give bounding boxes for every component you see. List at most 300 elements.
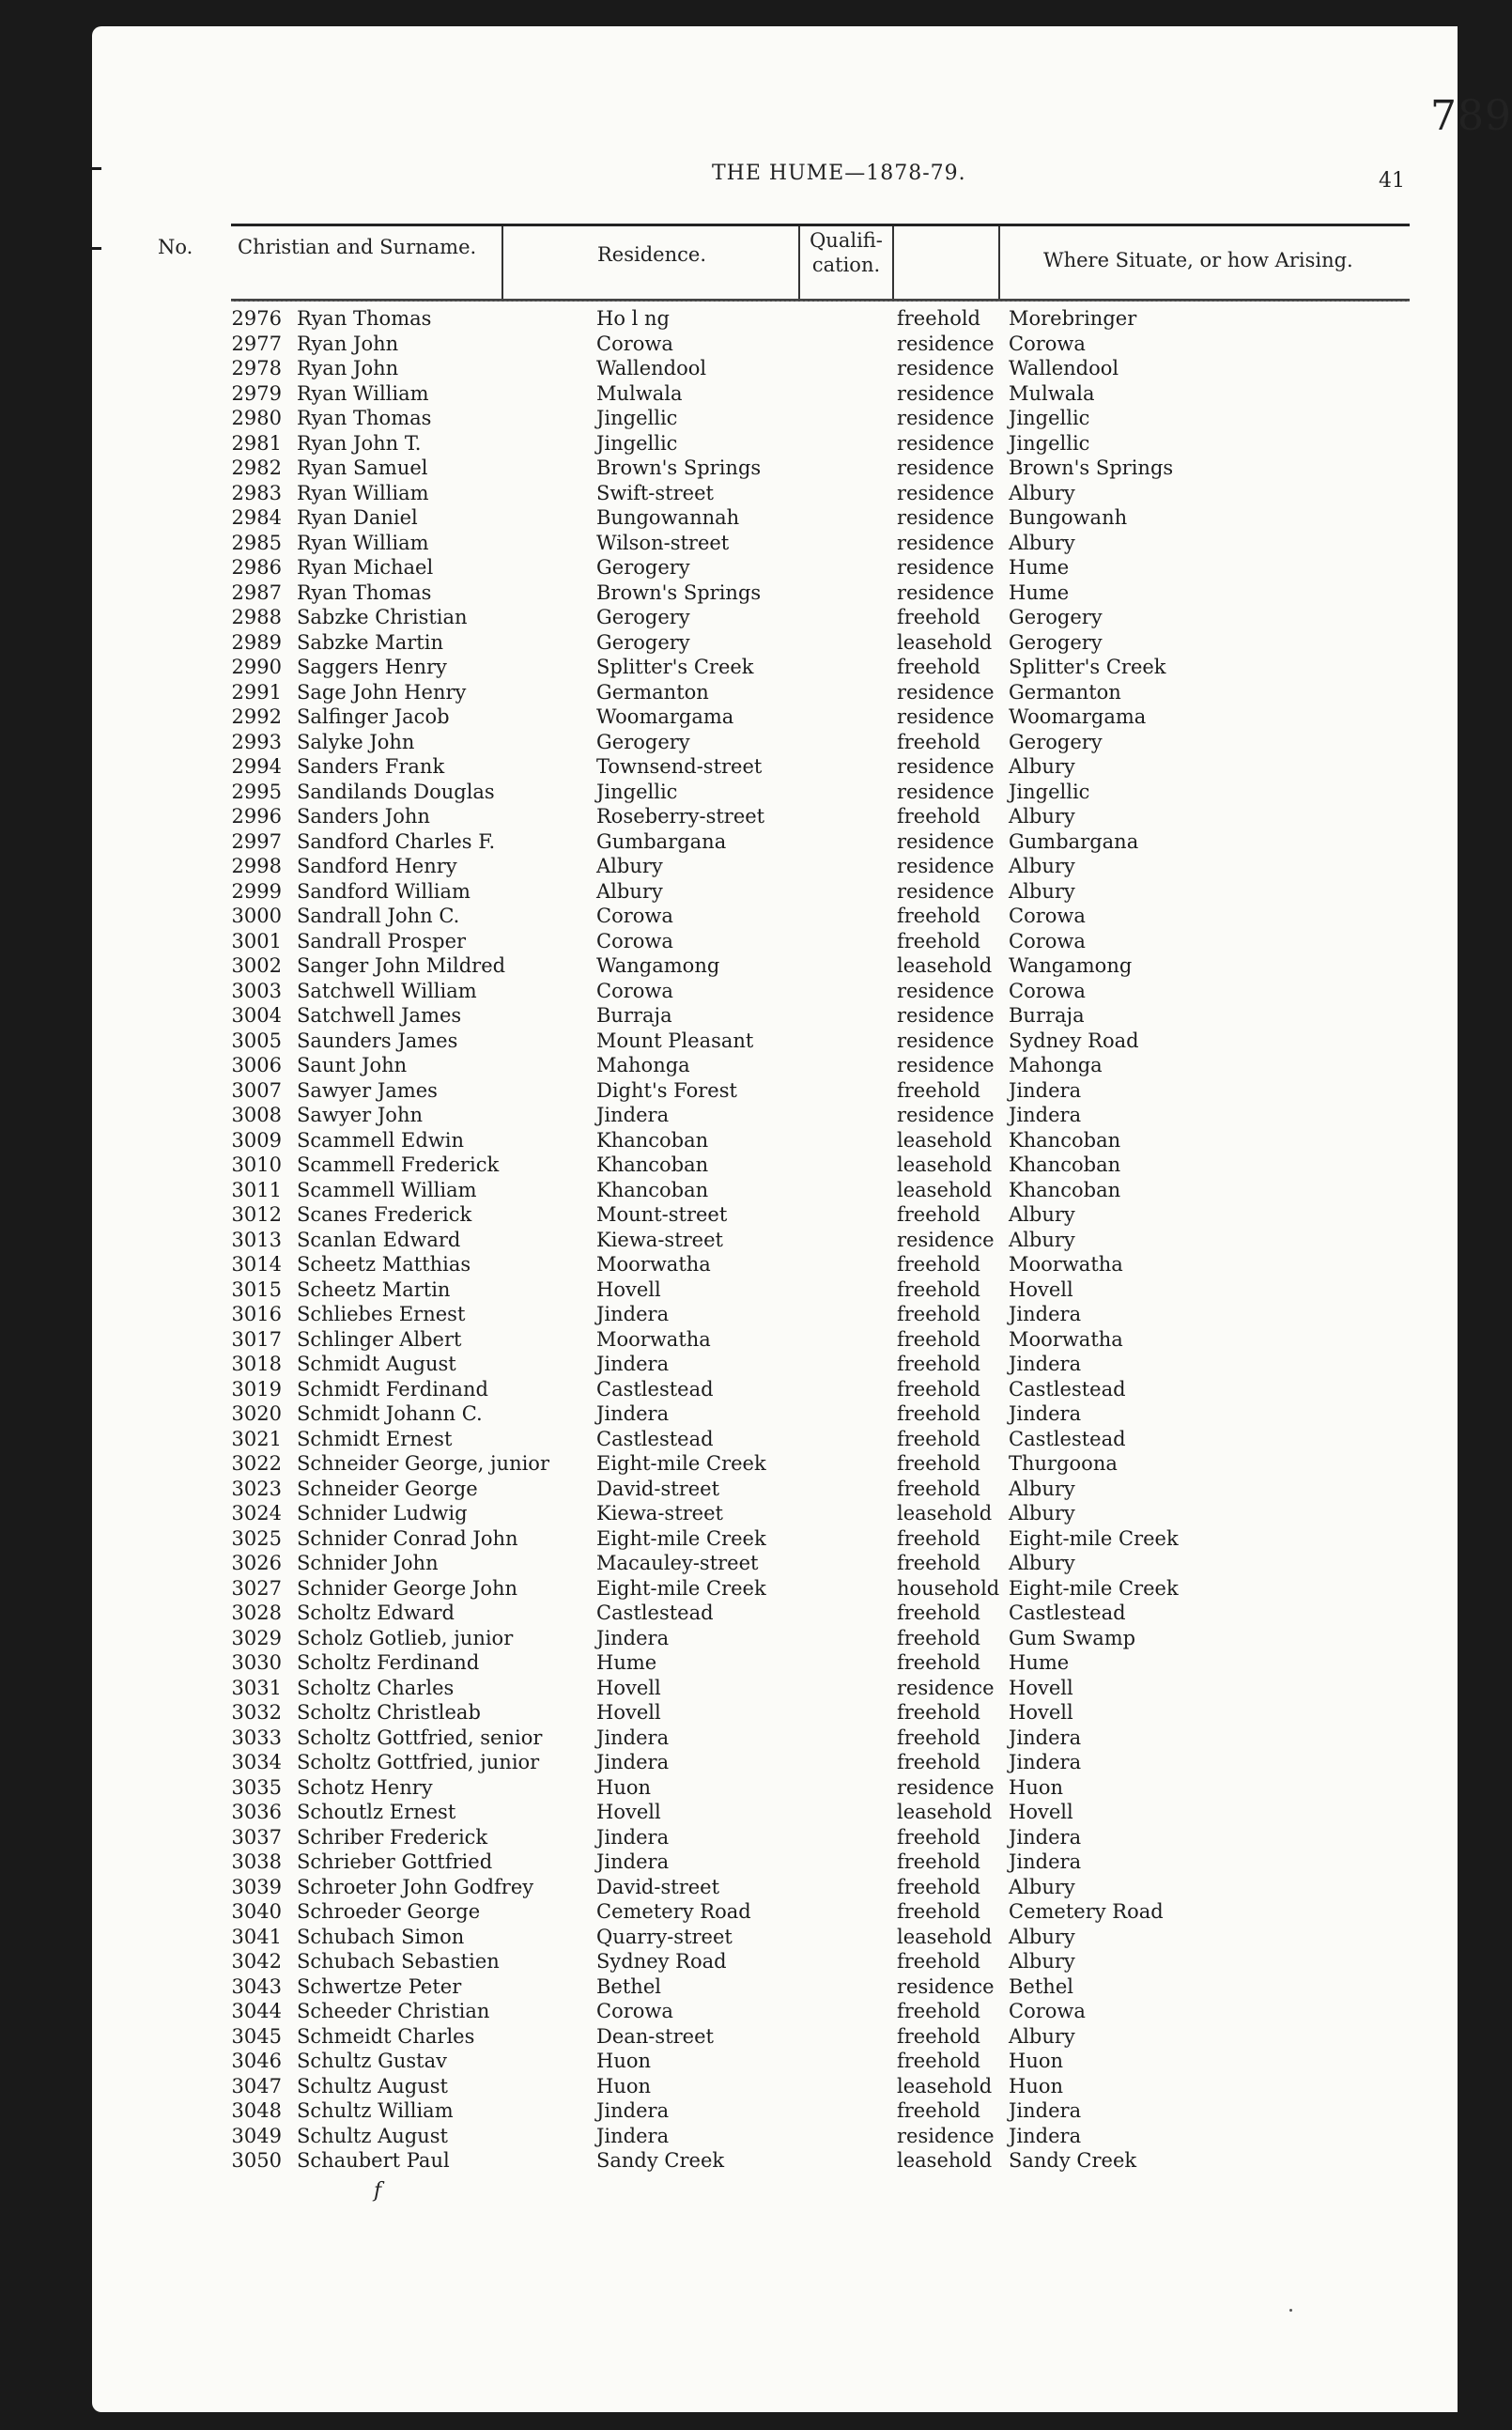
- register-rows: [92, 306, 1458, 2174]
- entry-residence: Germanton: [596, 680, 709, 704]
- entry-qualification: leasehold: [897, 2074, 993, 2097]
- entry-where-situate: Eight-mile Creek: [1009, 1526, 1179, 1550]
- entry-where-situate: Brown's Springs: [1009, 457, 1174, 479]
- entry-name: Schultz August: [297, 2124, 448, 2147]
- entry-number: 3003: [231, 979, 282, 1002]
- entry-name: Schultz William: [297, 2099, 454, 2122]
- entry-qualification: leasehold: [897, 1128, 993, 1152]
- entry-number: 2983: [231, 481, 282, 504]
- register-row: [92, 431, 1458, 457]
- entry-where-situate: Albury: [1009, 805, 1075, 828]
- entry-where-situate: Sandy Creek: [1009, 2149, 1137, 2172]
- entry-qualification: freehold: [897, 1477, 980, 1500]
- register-row: [92, 1999, 1458, 2024]
- entry-name: Ryan John: [297, 332, 399, 355]
- entry-name: Schroeter John Godfrey: [297, 1875, 534, 1898]
- register-row: [92, 655, 1458, 680]
- entry-qualification: residence: [897, 407, 995, 429]
- entry-residence: Burraja: [596, 1004, 672, 1027]
- register-row: [92, 1003, 1458, 1029]
- entry-where-situate: Corowa: [1009, 979, 1086, 1002]
- entry-number: 3004: [231, 1004, 282, 1027]
- entry-residence: David-street: [596, 1875, 720, 1898]
- entry-number: 2977: [231, 332, 282, 355]
- paper-speck: [1289, 2309, 1292, 2312]
- register-page: [92, 26, 1512, 2412]
- entry-name: Sabzke Christian: [297, 606, 468, 628]
- entry-number: 2993: [231, 730, 282, 753]
- entry-qualification: freehold: [897, 1602, 980, 1624]
- register-row: [92, 1228, 1458, 1253]
- entry-name: Schnider Conrad John: [297, 1526, 518, 1550]
- entry-name: Sandrall John C.: [297, 905, 460, 927]
- register-row: [92, 505, 1458, 531]
- entry-where-situate: Jindera: [1009, 1850, 1082, 1873]
- entry-qualification: freehold: [897, 1078, 980, 1102]
- entry-name: Scheeder Christian: [297, 2000, 490, 2022]
- entry-residence: Bungowannah: [596, 506, 740, 529]
- entry-qualification: freehold: [897, 805, 980, 828]
- entry-qualification: residence: [897, 829, 995, 853]
- register-row: [92, 1700, 1458, 1726]
- entry-qualification: residence: [897, 457, 995, 479]
- entry-qualification: residence: [897, 879, 995, 903]
- entry-residence: Khancoban: [596, 1178, 709, 1201]
- entry-qualification: freehold: [897, 1900, 980, 1923]
- entry-name: Satchwell William: [297, 979, 477, 1002]
- register-row: [92, 1626, 1458, 1651]
- register-row: [92, 1327, 1458, 1353]
- entry-name: Saunt John: [297, 1054, 408, 1076]
- register-row: [92, 605, 1458, 630]
- entry-residence: Mount Pleasant: [596, 1029, 754, 1052]
- entry-residence: Eight-mile Creek: [596, 1576, 766, 1600]
- entry-qualification: freehold: [897, 2024, 980, 2048]
- entry-where-situate: Corowa: [1009, 332, 1086, 355]
- register-row: [92, 1302, 1458, 1327]
- entry-where-situate: Albury: [1009, 1477, 1075, 1500]
- entry-qualification: residence: [897, 680, 995, 704]
- register-row: [92, 2024, 1458, 2050]
- entry-residence: Hovell: [596, 1676, 661, 1699]
- register-row: [92, 406, 1458, 431]
- header-bottom-rule: [231, 299, 1410, 302]
- entry-name: Scheetz Matthias: [297, 1253, 471, 1276]
- entry-where-situate: Corowa: [1009, 2000, 1086, 2022]
- entry-name: Scheetz Martin: [297, 1277, 451, 1301]
- register-row: [92, 1601, 1458, 1626]
- entry-qualification: residence: [897, 979, 995, 1002]
- entry-number: 2998: [231, 855, 282, 877]
- register-row: [92, 306, 1458, 332]
- entry-name: Sanders John: [297, 805, 430, 828]
- entry-where-situate: Burraja: [1009, 1004, 1085, 1027]
- entry-where-situate: Corowa: [1009, 929, 1086, 952]
- entry-number: 3021: [231, 1427, 282, 1450]
- entry-residence: Albury: [596, 855, 663, 877]
- entry-residence: Jindera: [596, 1850, 670, 1873]
- entry-number: 3043: [231, 1974, 282, 1998]
- entry-qualification: residence: [897, 780, 995, 803]
- entry-qualification: household: [897, 1576, 1000, 1600]
- register-row: [92, 1775, 1458, 1801]
- entry-where-situate: Moorwatha: [1009, 1253, 1123, 1276]
- entry-number: 3031: [231, 1676, 282, 1699]
- entry-qualification: residence: [897, 556, 995, 579]
- entry-where-situate: Cemetery Road: [1009, 1900, 1164, 1923]
- register-row: [92, 1676, 1458, 1701]
- entry-name: Ryan Thomas: [297, 307, 432, 330]
- register-row: [92, 456, 1458, 481]
- entry-name: Scammell William: [297, 1178, 477, 1201]
- entry-name: Schnider George John: [297, 1576, 518, 1600]
- footer-mark: f: [374, 2179, 382, 2203]
- entry-number: 3046: [231, 2050, 282, 2072]
- register-row: [92, 555, 1458, 580]
- entry-residence: Wilson-street: [596, 531, 730, 554]
- column-divider: [892, 226, 894, 300]
- entry-number: 3042: [231, 1950, 282, 1973]
- entry-where-situate: Albury: [1009, 855, 1075, 877]
- entry-qualification: freehold: [897, 1626, 980, 1649]
- entry-name: Sandilands Douglas: [297, 780, 495, 803]
- register-row: [92, 356, 1458, 381]
- register-row: [92, 929, 1458, 954]
- entry-qualification: freehold: [897, 1875, 980, 1898]
- register-row: [92, 754, 1458, 780]
- entry-number: 2990: [231, 656, 282, 678]
- entry-name: Schotz Henry: [297, 1775, 433, 1799]
- register-row: [92, 953, 1458, 979]
- entry-number: 3009: [231, 1128, 282, 1152]
- entry-name: Schroeder George: [297, 1900, 481, 1923]
- register-row: [92, 829, 1458, 855]
- entry-name: Schubach Sebastien: [297, 1950, 500, 1973]
- entry-where-situate: Corowa: [1009, 905, 1086, 927]
- entry-number: 3025: [231, 1526, 282, 1550]
- register-row: [92, 1850, 1458, 1875]
- entry-residence: Hovell: [596, 1701, 661, 1724]
- header-top-rule: [231, 224, 1410, 226]
- entry-residence: Gerogery: [596, 556, 690, 579]
- entry-where-situate: Gerogery: [1009, 630, 1103, 654]
- entry-residence: Gerogery: [596, 630, 690, 654]
- entry-qualification: leasehold: [897, 1925, 993, 1948]
- entry-number: 3026: [231, 1552, 282, 1574]
- register-row: [92, 1501, 1458, 1526]
- header-where: Where Situate, or how Arising.: [1043, 249, 1353, 271]
- entry-number: 2979: [231, 381, 282, 405]
- entry-residence: Moorwatha: [596, 1253, 711, 1276]
- entry-name: Scholtz Gottfried, senior: [297, 1726, 543, 1749]
- entry-where-situate: Jindera: [1009, 2124, 1082, 2147]
- entry-name: Ryan Thomas: [297, 580, 432, 604]
- entry-residence: Huon: [596, 2050, 652, 2072]
- header-qualification-line1: Qualifi-: [810, 229, 883, 252]
- entry-number: 3001: [231, 929, 282, 952]
- entry-number: 2987: [231, 580, 282, 604]
- entry-qualification: freehold: [897, 1402, 980, 1425]
- entry-where-situate: Jingellic: [1009, 431, 1090, 455]
- register-row: [92, 1352, 1458, 1377]
- register-row: [92, 580, 1458, 606]
- entry-residence: Jindera: [596, 1726, 670, 1749]
- entry-where-situate: Wangamong: [1009, 954, 1133, 977]
- register-row: [92, 1252, 1458, 1277]
- entry-residence: Townsend-street: [596, 755, 763, 778]
- entry-where-situate: Jindera: [1009, 1751, 1082, 1773]
- register-row: [92, 1078, 1458, 1104]
- entry-qualification: freehold: [897, 905, 980, 927]
- entry-name: Ryan Daniel: [297, 506, 418, 529]
- column-divider: [798, 226, 800, 300]
- entry-qualification: residence: [897, 531, 995, 554]
- register-row: [92, 1750, 1458, 1775]
- entry-number: 3015: [231, 1277, 282, 1301]
- entry-number: 2986: [231, 556, 282, 579]
- entry-qualification: freehold: [897, 1303, 980, 1325]
- register-row: [92, 730, 1458, 755]
- entry-residence: Ho l ng: [596, 307, 670, 330]
- entry-where-situate: Gum Swamp: [1009, 1626, 1136, 1649]
- entry-where-situate: Gerogery: [1009, 606, 1103, 628]
- entry-residence: Hovell: [596, 1801, 661, 1823]
- header-no: No.: [158, 236, 193, 258]
- entry-residence: Castlestead: [596, 1377, 714, 1401]
- entry-qualification: freehold: [897, 2000, 980, 2022]
- entry-residence: Quarry-street: [596, 1925, 733, 1948]
- entry-qualification: residence: [897, 357, 995, 379]
- entry-name: Schultz August: [297, 2074, 448, 2097]
- entry-where-situate: Castlestead: [1009, 1427, 1126, 1450]
- entry-qualification: freehold: [897, 1726, 980, 1749]
- entry-qualification: freehold: [897, 1353, 980, 1375]
- entry-number: 3028: [231, 1602, 282, 1624]
- entry-name: Scholtz Christleab: [297, 1701, 481, 1724]
- register-row: [92, 2148, 1458, 2174]
- register-row: [92, 780, 1458, 805]
- entry-name: Ryan Michael: [297, 556, 434, 579]
- entry-name: Ryan Thomas: [297, 407, 432, 429]
- register-row: [92, 1451, 1458, 1477]
- entry-number: 2989: [231, 630, 282, 654]
- register-row: [92, 854, 1458, 879]
- entry-name: Saunders James: [297, 1029, 458, 1052]
- running-title: THE HUME—1878-79.: [712, 162, 966, 185]
- entry-name: Schoutlz Ernest: [297, 1801, 456, 1823]
- entry-number: 3038: [231, 1850, 282, 1873]
- entry-residence: Jindera: [596, 1303, 670, 1325]
- entry-name: Schnider John: [297, 1552, 439, 1574]
- entry-qualification: freehold: [897, 1253, 980, 1276]
- entry-number: 3013: [231, 1228, 282, 1251]
- entry-where-situate: Germanton: [1009, 680, 1121, 704]
- entry-number: 3035: [231, 1775, 282, 1799]
- entry-residence: Jingellic: [596, 431, 678, 455]
- entry-number: 3041: [231, 1925, 282, 1948]
- entry-number: 2995: [231, 780, 282, 803]
- entry-residence: Brown's Springs: [596, 457, 762, 479]
- entry-number: 3045: [231, 2024, 282, 2048]
- entry-where-situate: Albury: [1009, 1203, 1075, 1226]
- register-row: [92, 979, 1458, 1004]
- entry-where-situate: Hume: [1009, 556, 1070, 579]
- entry-qualification: freehold: [897, 1751, 980, 1773]
- register-row: [92, 1178, 1458, 1203]
- entry-number: 2976: [231, 307, 282, 330]
- entry-name: Schmidt August: [297, 1353, 456, 1375]
- entry-residence: Khancoban: [596, 1153, 709, 1176]
- entry-where-situate: Jindera: [1009, 1726, 1082, 1749]
- entry-qualification: freehold: [897, 1850, 980, 1873]
- entry-where-situate: Eight-mile Creek: [1009, 1576, 1179, 1600]
- header-qualification: [808, 228, 885, 277]
- entry-residence: Corowa: [596, 332, 673, 355]
- entry-residence: Wallendool: [596, 357, 707, 379]
- entry-where-situate: Hovell: [1009, 1277, 1073, 1301]
- entry-qualification: freehold: [897, 656, 980, 678]
- entry-residence: Jindera: [596, 1626, 670, 1649]
- entry-residence: Dight's Forest: [596, 1078, 737, 1102]
- entry-residence: Splitter's Creek: [596, 656, 754, 678]
- entry-qualification: residence: [897, 1676, 995, 1699]
- entry-residence: Swift-street: [596, 481, 714, 504]
- entry-where-situate: Splitter's Creek: [1009, 656, 1166, 678]
- entry-name: Ryan John: [297, 357, 399, 379]
- entry-residence: Corowa: [596, 2000, 673, 2022]
- entry-name: Sandford Charles F.: [297, 829, 496, 853]
- entry-number: 3020: [231, 1402, 282, 1425]
- register-row: [92, 2074, 1458, 2099]
- entry-name: Sandford Henry: [297, 855, 457, 877]
- entry-where-situate: Huon: [1009, 1775, 1064, 1799]
- entry-where-situate: Jingellic: [1009, 407, 1090, 429]
- entry-residence: Cemetery Road: [596, 1900, 751, 1923]
- entry-number: 3002: [231, 954, 282, 977]
- entry-number: 3044: [231, 2000, 282, 2022]
- entry-where-situate: Sydney Road: [1009, 1029, 1139, 1052]
- entry-qualification: residence: [897, 332, 995, 355]
- entry-number: 3037: [231, 1825, 282, 1849]
- entry-name: Ryan William: [297, 531, 429, 554]
- entry-number: 2991: [231, 680, 282, 704]
- entry-residence: Hovell: [596, 1277, 661, 1301]
- entry-residence: Corowa: [596, 905, 673, 927]
- entry-residence: Jingellic: [596, 407, 678, 429]
- entry-where-situate: Khancoban: [1009, 1178, 1121, 1201]
- entry-where-situate: Moorwatha: [1009, 1327, 1123, 1351]
- entry-residence: Gerogery: [596, 730, 690, 753]
- entry-qualification: freehold: [897, 1552, 980, 1574]
- entry-name: Schnider Ludwig: [297, 1502, 468, 1525]
- entry-name: Schmidt Ferdinand: [297, 1377, 488, 1401]
- entry-residence: Jindera: [596, 1751, 670, 1773]
- entry-residence: Jindera: [596, 1104, 670, 1126]
- entry-residence: Kiewa-street: [596, 1502, 723, 1525]
- entry-qualification: leasehold: [897, 1178, 993, 1201]
- entry-where-situate: Jindera: [1009, 1078, 1082, 1102]
- entry-qualification: leasehold: [897, 1801, 993, 1823]
- entry-residence: Macauley-street: [596, 1552, 759, 1574]
- header-residence: Residence.: [597, 243, 706, 266]
- entry-residence: Corowa: [596, 929, 673, 952]
- entry-number: 3010: [231, 1153, 282, 1176]
- entry-where-situate: Mahonga: [1009, 1054, 1103, 1076]
- entry-qualification: residence: [897, 381, 995, 405]
- register-row: [92, 879, 1458, 905]
- entry-where-situate: Albury: [1009, 1502, 1075, 1525]
- margin-mark: [92, 167, 101, 170]
- entry-qualification: leasehold: [897, 2149, 993, 2172]
- register-row: [92, 1650, 1458, 1676]
- entry-qualification: residence: [897, 1228, 995, 1251]
- register-row: [92, 381, 1458, 407]
- entry-name: Schmeidt Charles: [297, 2024, 475, 2048]
- entry-where-situate: Wallendool: [1009, 357, 1119, 379]
- entry-number: 2981: [231, 431, 282, 455]
- entry-number: 3049: [231, 2124, 282, 2147]
- register-row: [92, 804, 1458, 829]
- entry-name: Sage John Henry: [297, 680, 467, 704]
- register-row: [92, 704, 1458, 730]
- register-row: [92, 481, 1458, 506]
- column-divider: [501, 226, 503, 300]
- entry-qualification: freehold: [897, 2099, 980, 2122]
- entry-residence: Moorwatha: [596, 1327, 711, 1351]
- entry-where-situate: Hovell: [1009, 1676, 1073, 1699]
- entry-qualification: freehold: [897, 2050, 980, 2072]
- entry-qualification: residence: [897, 1004, 995, 1027]
- entry-number: 3029: [231, 1626, 282, 1649]
- entry-where-situate: Castlestead: [1009, 1377, 1126, 1401]
- entry-number: 3008: [231, 1104, 282, 1126]
- entry-where-situate: Jingellic: [1009, 780, 1090, 803]
- entry-where-situate: Mulwala: [1009, 381, 1095, 405]
- register-row: [92, 1925, 1458, 1950]
- entry-where-situate: Albury: [1009, 1228, 1075, 1251]
- entry-number: 2978: [231, 357, 282, 379]
- entry-name: Ryan Samuel: [297, 457, 428, 479]
- entry-residence: Huon: [596, 1775, 652, 1799]
- entry-number: 2980: [231, 407, 282, 429]
- entry-qualification: residence: [897, 705, 995, 728]
- page-number: 789: [1430, 92, 1512, 140]
- entry-name: Scholtz Ferdinand: [297, 1651, 480, 1674]
- entry-qualification: residence: [897, 2124, 995, 2147]
- entry-qualification: residence: [897, 506, 995, 529]
- entry-qualification: residence: [897, 1775, 995, 1799]
- register-row: [92, 1277, 1458, 1303]
- entry-qualification: leasehold: [897, 630, 993, 654]
- entry-where-situate: Khancoban: [1009, 1153, 1121, 1176]
- entry-name: Salyke John: [297, 730, 415, 753]
- entry-number: 3032: [231, 1701, 282, 1724]
- entry-residence: Castlestead: [596, 1427, 714, 1450]
- entry-name: Sanders Frank: [297, 755, 445, 778]
- entry-where-situate: Gerogery: [1009, 730, 1103, 753]
- entry-number: 3024: [231, 1502, 282, 1525]
- entry-number: 3005: [231, 1029, 282, 1052]
- entry-qualification: residence: [897, 1104, 995, 1126]
- entry-where-situate: Hovell: [1009, 1701, 1073, 1724]
- register-row: [92, 680, 1458, 705]
- entry-name: Satchwell James: [297, 1004, 462, 1027]
- register-row: [92, 1576, 1458, 1602]
- entry-name: Scammell Edwin: [297, 1128, 465, 1152]
- entry-number: 2988: [231, 606, 282, 628]
- entry-qualification: residence: [897, 1054, 995, 1076]
- entry-name: Schwertze Peter: [297, 1974, 462, 1998]
